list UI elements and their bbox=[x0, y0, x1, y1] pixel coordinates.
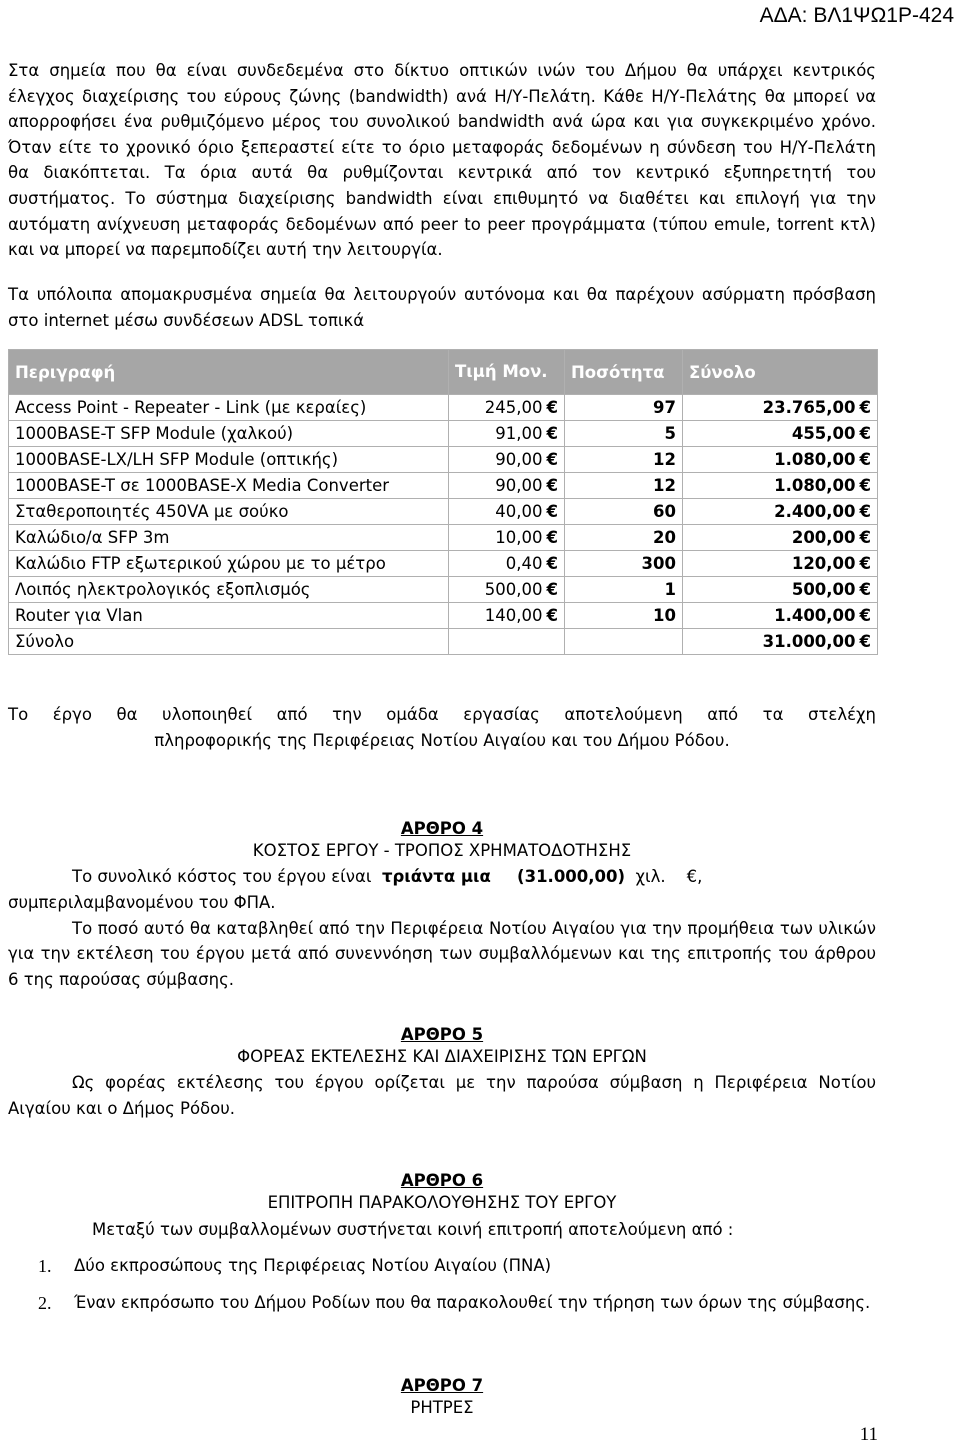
euro-sign: € bbox=[859, 554, 871, 573]
header-unit-price: Τιμή Μον. bbox=[449, 350, 565, 395]
cell-quantity bbox=[565, 421, 683, 447]
article-5-body: Ως φορέας εκτέλεσης του έργου ορίζεται με την παρούσα σύμβαση η Περιφέρεια Νοτίου Αιγαίου και ο Δήμος Ρόδου. bbox=[8, 1073, 876, 1118]
cell-total bbox=[683, 395, 878, 421]
cell-quantity-value: 60 bbox=[653, 502, 676, 521]
cost-currency: €, bbox=[686, 867, 703, 886]
cell-unit-price bbox=[449, 551, 565, 577]
cell-description-value: 1000BASE-T σε 1000BASE-X Media Converter bbox=[15, 476, 390, 495]
cell-unit-price-value: 140,00 bbox=[484, 606, 543, 625]
euro-sign: € bbox=[546, 606, 558, 625]
cell-quantity-value: 5 bbox=[664, 424, 676, 443]
article-5-heading bbox=[8, 1024, 876, 1068]
cell-description bbox=[9, 577, 449, 603]
cell-total bbox=[683, 577, 878, 603]
cell-total bbox=[683, 603, 878, 629]
article-5-subtitle: ΦΟΡΕΑΣ ΕΚΤΕΛΕΣΗΣ ΚΑΙ ΔΙΑΧΕΙΡΙΣΗΣ ΤΩΝ ΕΡΓΩΝ bbox=[237, 1047, 647, 1066]
header-total: Σύνολο bbox=[683, 350, 878, 395]
cell-description bbox=[9, 525, 449, 551]
cost-intro: Το συνολικό κόστος του έργου είναι bbox=[72, 867, 372, 886]
cost-tail: συμπεριλαμβανομένου του ΦΠΑ. bbox=[8, 892, 276, 912]
header-quantity: Ποσότητα bbox=[565, 350, 683, 395]
cell-total-value: 23.765,00 bbox=[762, 398, 856, 417]
article-7-subtitle: ΡΗΤΡΕΣ bbox=[410, 1398, 474, 1417]
article-4-subtitle: ΚΟΣΤΟΣ ΕΡΓΟΥ - ΤΡΟΠΟΣ ΧΡΗΜΑΤΟΔΟΤΗΣΗΣ bbox=[252, 841, 632, 860]
cell-unit-price bbox=[449, 499, 565, 525]
cell-total-value: 120,00 bbox=[791, 554, 856, 573]
sum-label bbox=[9, 629, 449, 655]
cell-quantity bbox=[565, 577, 683, 603]
euro-sign: € bbox=[859, 450, 871, 469]
cell-description bbox=[9, 499, 449, 525]
cell-total-value: 1.080,00 bbox=[774, 476, 856, 495]
cell-total bbox=[683, 447, 878, 473]
euro-sign: € bbox=[546, 424, 558, 443]
euro-sign: € bbox=[546, 502, 558, 521]
cell-quantity-value: 97 bbox=[653, 398, 676, 417]
article-6-subtitle: ΕΠΙΤΡΟΠΗ ΠΑΡΑΚΟΛΟΥΘΗΣΗΣ ΤΟΥ ΕΡΓΟΥ bbox=[267, 1193, 617, 1212]
euro-sign: € bbox=[859, 502, 871, 521]
cost-amount: (31.000,00) bbox=[517, 867, 626, 886]
sum-total bbox=[683, 629, 878, 655]
cell-description bbox=[9, 421, 449, 447]
euro-sign: € bbox=[546, 580, 558, 599]
cell-unit-price-value: 91,00 bbox=[495, 424, 543, 443]
page-number: 11 bbox=[859, 1424, 878, 1445]
list-number: 2. bbox=[38, 1293, 52, 1313]
euro-sign: € bbox=[859, 424, 871, 443]
table-sum-row bbox=[9, 629, 878, 655]
cell-description-value: 1000BASE-LX/LH SFP Module (οπτικής) bbox=[15, 450, 339, 469]
euro-sign: € bbox=[546, 528, 558, 547]
list-number: 1. bbox=[38, 1256, 52, 1276]
funding-paragraph: Το ποσό αυτό θα καταβληθεί από την Περιφέρεια Νοτίου Αιγαίου για την προμήθεια των υλικών για την εκτέλεση του έργου μετά από συνεννόηση των συμβαλλόμενων και της επιτροπής του άρθρου 6 της παρούσας σύμβασης. bbox=[8, 918, 876, 990]
table-row bbox=[9, 551, 878, 577]
cell-description-value: 1000BASE-T SFP Module (χαλκού) bbox=[15, 424, 294, 443]
table-row bbox=[9, 395, 878, 421]
cell-unit-price bbox=[449, 577, 565, 603]
cell-total-value: 1.080,00 bbox=[774, 450, 856, 469]
cell-description bbox=[9, 551, 449, 577]
committee-item-1 bbox=[8, 1253, 876, 1279]
cell-total bbox=[683, 499, 878, 525]
cell-description-value: Λοιπός ηλεκτρολογικός εξοπλισμός bbox=[15, 580, 311, 599]
cell-unit-price-value: 245,00 bbox=[484, 398, 543, 417]
committee-item-2 bbox=[8, 1290, 876, 1316]
table-row bbox=[9, 447, 878, 473]
article-7-heading bbox=[8, 1375, 876, 1419]
table-row bbox=[9, 421, 878, 447]
cell-unit-price bbox=[449, 525, 565, 551]
euro-sign: € bbox=[859, 606, 871, 625]
cost-table bbox=[8, 349, 878, 655]
empty-cell bbox=[449, 629, 565, 655]
article-7-title: ΑΡΘΡΟ 7 bbox=[400, 1376, 484, 1395]
cell-quantity bbox=[565, 551, 683, 577]
cell-quantity-value: 12 bbox=[653, 450, 676, 469]
article-4-body bbox=[8, 864, 876, 993]
euro-sign: € bbox=[859, 528, 871, 547]
euro-sign: € bbox=[859, 398, 871, 417]
cell-total bbox=[683, 421, 878, 447]
cell-total-value: 2.400,00 bbox=[774, 502, 856, 521]
project-team-line2: πληροφορικής της Περιφέρειας Νοτίου Αιγαίου και του Δήμου Ρόδου. bbox=[154, 731, 730, 750]
cell-description-value: Router για Vlan bbox=[15, 606, 143, 625]
table-row bbox=[9, 525, 878, 551]
paragraph-remote-points: Τα υπόλοιπα απομακρυσμένα σημεία θα λειτουργούν αυτόνομα και θα παρέχουν ασύρματη πρόσβαση στο internet μέσω συνδέσεων ADSL τοπικά bbox=[8, 285, 876, 330]
table-row bbox=[9, 603, 878, 629]
cell-quantity-value: 10 bbox=[653, 606, 676, 625]
euro-sign: € bbox=[859, 476, 871, 495]
cell-total-value: 1.400,00 bbox=[774, 606, 856, 625]
table-row bbox=[9, 499, 878, 525]
cell-description bbox=[9, 395, 449, 421]
cell-unit-price bbox=[449, 421, 565, 447]
list-text: Έναν εκπρόσωπο του Δήμου Ροδίων που θα παρακολουθεί την τήρηση των όρων της σύμβασης. bbox=[74, 1293, 871, 1312]
cell-quantity-value: 300 bbox=[641, 554, 676, 573]
cell-description-value: Καλώδιο FTP εξωτερικού χώρου με το μέτρο bbox=[15, 554, 386, 573]
ada-code: ΑΔΑ: ΒΛ1ΨΩ1Ρ-424 bbox=[759, 4, 954, 27]
cell-unit-price-value: 90,00 bbox=[495, 476, 543, 495]
table-row bbox=[9, 473, 878, 499]
cell-description bbox=[9, 473, 449, 499]
cost-line bbox=[8, 864, 876, 890]
cell-total-value: 200,00 bbox=[791, 528, 856, 547]
cell-quantity bbox=[565, 499, 683, 525]
cell-description-value: Καλώδιο/α SFP 3m bbox=[15, 528, 170, 547]
cell-unit-price-value: 500,00 bbox=[484, 580, 543, 599]
cost-unit: χιλ. bbox=[635, 867, 666, 886]
cell-quantity bbox=[565, 395, 683, 421]
cell-description bbox=[9, 603, 449, 629]
cell-unit-price-value: 40,00 bbox=[495, 502, 543, 521]
cell-total-value: 455,00 bbox=[791, 424, 856, 443]
euro-sign: € bbox=[859, 632, 871, 651]
cell-total bbox=[683, 551, 878, 577]
table-row bbox=[9, 577, 878, 603]
euro-sign: € bbox=[546, 476, 558, 495]
cell-unit-price bbox=[449, 447, 565, 473]
cell-description bbox=[9, 447, 449, 473]
cost-words: τριάντα μια bbox=[381, 867, 491, 886]
cell-quantity-value: 1 bbox=[664, 580, 676, 599]
euro-sign: € bbox=[546, 398, 558, 417]
article-6-title: ΑΡΘΡΟ 6 bbox=[400, 1171, 484, 1190]
cell-description-value: Access Point - Repeater - Link (με κεραίες) bbox=[15, 398, 367, 417]
cell-quantity bbox=[565, 447, 683, 473]
cell-unit-price-value: 10,00 bbox=[495, 528, 543, 547]
article-4-heading bbox=[8, 818, 876, 862]
list-text: Δύο εκπροσώπους της Περιφέρειας Νοτίου Αιγαίου (ΠΝΑ) bbox=[74, 1256, 552, 1275]
empty-cell bbox=[565, 629, 683, 655]
cell-total-value: 500,00 bbox=[791, 580, 856, 599]
cell-unit-price bbox=[449, 603, 565, 629]
cell-quantity bbox=[565, 473, 683, 499]
article-6-heading bbox=[8, 1170, 876, 1214]
header-description: Περιγραφή bbox=[9, 350, 449, 395]
sum-label-value: Σύνολο bbox=[15, 632, 75, 651]
cell-quantity-value: 20 bbox=[653, 528, 676, 547]
paragraph-project-team bbox=[8, 702, 876, 754]
cell-quantity-value: 12 bbox=[653, 476, 676, 495]
cell-unit-price-value: 0,40 bbox=[505, 554, 543, 573]
sum-total-value: 31.000,00 bbox=[762, 632, 856, 651]
euro-sign: € bbox=[546, 554, 558, 573]
project-team-line1: Το έργο θα υλοποιηθεί από την ομάδα εργασίας αποτελούμενη από τα στελέχη bbox=[8, 705, 876, 724]
cell-unit-price bbox=[449, 395, 565, 421]
article-5-title: ΑΡΘΡΟ 5 bbox=[400, 1025, 484, 1044]
cell-quantity bbox=[565, 603, 683, 629]
cell-quantity bbox=[565, 525, 683, 551]
cell-description-value: Σταθεροποιητές 450VA με σούκο bbox=[15, 502, 289, 521]
euro-sign: € bbox=[546, 450, 558, 469]
cell-unit-price bbox=[449, 473, 565, 499]
paragraph-bandwidth-control: Στα σημεία που θα είναι συνδεδεμένα στο δίκτυο οπτικών ινών του Δήμου θα υπάρχει κεντρικός έλεγχος διαχείρισης του εύρους ζώνης (bandwidth) ανά Η/Υ-Πελάτη. Κάθε Η/Υ-Πελάτης θα μπορεί να απορροφήσει ένα ρυθμιζόμενο μέρος του συνολικού bandwidth ανά ώρα και για συγκεκριμένο χρόνο. Όταν είτε το χρονικό όριο ξεπεραστεί είτε το όριο μεταφοράς δεδομένων η σύνδεση του Η/Υ-Πελάτη θα διακόπτεται. Τα όρια αυτά θα ρυθμίζονται κεντρικά από τον κεντρικό εξυπηρετητή του συστήματος. Το σύστημα διαχείρισης bandwidth είναι επιθυμητό να διαθέτει και επιλογή για την αυτόματη ανίχνευση μεταφοράς δεδομένων από peer to peer προγράμματα (τύπου emule, torrent κτλ) και να μπορεί να παρεμποδίζει αυτή την λειτουργία. bbox=[8, 61, 876, 260]
cell-unit-price-value: 90,00 bbox=[495, 450, 543, 469]
cell-total bbox=[683, 473, 878, 499]
article-6-intro: Μεταξύ των συμβαλλομένων συστήνεται κοινή επιτροπή αποτελούμενη από : bbox=[92, 1220, 734, 1239]
article-4-title: ΑΡΘΡΟ 4 bbox=[400, 819, 484, 838]
table-header-row bbox=[9, 350, 878, 395]
euro-sign: € bbox=[859, 580, 871, 599]
cell-total bbox=[683, 525, 878, 551]
